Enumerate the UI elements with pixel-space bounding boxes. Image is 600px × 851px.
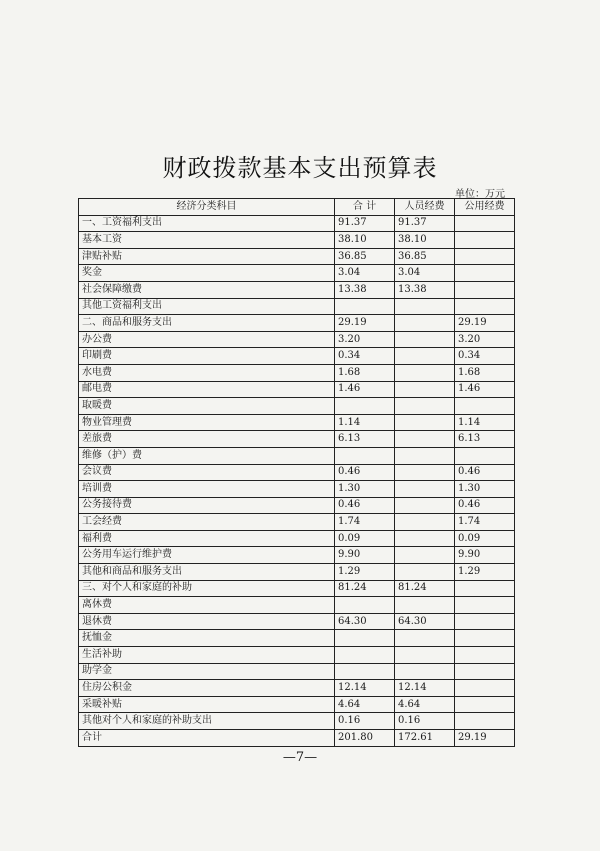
table-row [79, 514, 515, 531]
cell-total: 64.30 [335, 613, 395, 630]
unit-label: 单位：万元 [455, 189, 505, 200]
cell-category: 其他和商品和服务支出 [79, 564, 335, 581]
cell-total: 0.46 [335, 464, 395, 481]
cell-category: 社会保障缴费 [79, 281, 335, 298]
table-row [79, 713, 515, 730]
cell-public [455, 447, 515, 464]
cell-total: 1.74 [335, 514, 395, 531]
cell-public: 29.19 [455, 730, 515, 747]
table-row [79, 630, 515, 647]
cell-personnel: 81.24 [395, 580, 455, 597]
cell-personnel [395, 381, 455, 398]
cell-personnel [395, 364, 455, 381]
header-total: 合 计 [335, 199, 395, 216]
cell-category: 办公费 [79, 331, 335, 348]
cell-public: 0.34 [455, 348, 515, 365]
cell-public [455, 248, 515, 265]
table-row [79, 232, 515, 249]
cell-total [335, 630, 395, 647]
cell-personnel: 64.30 [395, 613, 455, 630]
cell-public: 29.19 [455, 315, 515, 332]
cell-category: 生活补助 [79, 647, 335, 664]
cell-public [455, 597, 515, 614]
cell-public: 1.30 [455, 481, 515, 498]
table-row [79, 315, 515, 332]
table-row [79, 580, 515, 597]
cell-personnel [395, 464, 455, 481]
cell-category: 三、对个人和家庭的补助 [79, 580, 335, 597]
table-row [79, 364, 515, 381]
table-row [79, 647, 515, 664]
cell-public [455, 663, 515, 680]
cell-personnel: 172.61 [395, 730, 455, 747]
cell-total: 1.46 [335, 381, 395, 398]
cell-total: 36.85 [335, 248, 395, 265]
cell-category: 采暖补贴 [79, 696, 335, 713]
cell-total: 0.16 [335, 713, 395, 730]
cell-category: 助学金 [79, 663, 335, 680]
cell-public [455, 398, 515, 415]
table-row [79, 663, 515, 680]
cell-category: 退休费 [79, 613, 335, 630]
cell-personnel [395, 315, 455, 332]
cell-total: 1.30 [335, 481, 395, 498]
cell-category: 物业管理费 [79, 414, 335, 431]
cell-total [335, 597, 395, 614]
header-category: 经济分类科目 [79, 199, 335, 216]
cell-personnel [395, 547, 455, 564]
cell-personnel [395, 647, 455, 664]
cell-public [455, 696, 515, 713]
cell-personnel [395, 530, 455, 547]
table-row [79, 431, 515, 448]
cell-category: 差旅费 [79, 431, 335, 448]
cell-public [455, 265, 515, 282]
cell-public: 0.46 [455, 464, 515, 481]
cell-category: 住房公积金 [79, 680, 335, 697]
cell-public [455, 232, 515, 249]
cell-total [335, 647, 395, 664]
table-row [79, 547, 515, 564]
cell-personnel [395, 481, 455, 498]
table-row [79, 381, 515, 398]
cell-total: 12.14 [335, 680, 395, 697]
cell-public [455, 281, 515, 298]
table-row [79, 497, 515, 514]
cell-personnel: 13.38 [395, 281, 455, 298]
table-row [79, 447, 515, 464]
cell-personnel: 91.37 [395, 215, 455, 232]
cell-personnel: 36.85 [395, 248, 455, 265]
cell-category: 公务接待费 [79, 497, 335, 514]
table-row [79, 398, 515, 415]
cell-category: 津贴补贴 [79, 248, 335, 265]
cell-total: 4.64 [335, 696, 395, 713]
table-row [79, 680, 515, 697]
cell-public [455, 215, 515, 232]
cell-category: 其他工资福利支出 [79, 298, 335, 315]
table-row [79, 464, 515, 481]
cell-public: 6.13 [455, 431, 515, 448]
cell-category: 其他对个人和家庭的补助支出 [79, 713, 335, 730]
cell-category: 维修（护）费 [79, 447, 335, 464]
cell-total [335, 398, 395, 415]
table-row [79, 730, 515, 747]
cell-category: 水电费 [79, 364, 335, 381]
table-row [79, 696, 515, 713]
cell-category: 奖金 [79, 265, 335, 282]
page-number: —7— [282, 750, 318, 765]
cell-total [335, 447, 395, 464]
cell-public: 9.90 [455, 547, 515, 564]
cell-total: 6.13 [335, 431, 395, 448]
table-row [79, 265, 515, 282]
table-header-row [79, 199, 515, 216]
cell-public [455, 580, 515, 597]
cell-public: 1.68 [455, 364, 515, 381]
cell-public [455, 713, 515, 730]
cell-personnel [395, 414, 455, 431]
header-personnel: 人员经费 [395, 199, 455, 216]
table-body [79, 215, 515, 746]
cell-category: 一、工资福利支出 [79, 215, 335, 232]
cell-total: 9.90 [335, 547, 395, 564]
table-row [79, 530, 515, 547]
page-title: 财政拨款基本支出预算表 [162, 154, 438, 182]
table-row [79, 613, 515, 630]
cell-personnel [395, 398, 455, 415]
cell-total: 1.68 [335, 364, 395, 381]
cell-category: 基本工资 [79, 232, 335, 249]
cell-personnel: 12.14 [395, 680, 455, 697]
cell-category: 会议费 [79, 464, 335, 481]
cell-public [455, 630, 515, 647]
cell-category: 取暖费 [79, 398, 335, 415]
budget-table [78, 198, 515, 747]
cell-category: 福利费 [79, 530, 335, 547]
cell-public: 0.09 [455, 530, 515, 547]
cell-category: 抚恤金 [79, 630, 335, 647]
cell-public: 0.46 [455, 497, 515, 514]
cell-personnel: 38.10 [395, 232, 455, 249]
cell-personnel [395, 431, 455, 448]
cell-total: 1.29 [335, 564, 395, 581]
cell-personnel: 0.16 [395, 713, 455, 730]
cell-personnel [395, 348, 455, 365]
cell-public: 1.29 [455, 564, 515, 581]
cell-personnel [395, 447, 455, 464]
cell-public: 1.74 [455, 514, 515, 531]
cell-category: 工会经费 [79, 514, 335, 531]
cell-category: 邮电费 [79, 381, 335, 398]
cell-total: 91.37 [335, 215, 395, 232]
cell-public [455, 680, 515, 697]
cell-public: 3.20 [455, 331, 515, 348]
cell-total [335, 663, 395, 680]
table-row [79, 481, 515, 498]
cell-public: 1.46 [455, 381, 515, 398]
table-row [79, 298, 515, 315]
cell-personnel [395, 630, 455, 647]
cell-category: 公务用车运行维护费 [79, 547, 335, 564]
cell-personnel: 3.04 [395, 265, 455, 282]
cell-personnel [395, 514, 455, 531]
table-row [79, 597, 515, 614]
cell-total: 0.09 [335, 530, 395, 547]
cell-public: 1.14 [455, 414, 515, 431]
table-row [79, 281, 515, 298]
cell-public [455, 298, 515, 315]
table-row [79, 564, 515, 581]
table-row [79, 331, 515, 348]
cell-category: 二、商品和服务支出 [79, 315, 335, 332]
cell-category: 印刷费 [79, 348, 335, 365]
cell-total: 38.10 [335, 232, 395, 249]
table-row [79, 348, 515, 365]
cell-total: 3.20 [335, 331, 395, 348]
cell-personnel [395, 564, 455, 581]
cell-total: 13.38 [335, 281, 395, 298]
cell-category: 合计 [79, 730, 335, 747]
cell-total: 201.80 [335, 730, 395, 747]
cell-category: 离休费 [79, 597, 335, 614]
table-row [79, 248, 515, 265]
table-row [79, 414, 515, 431]
cell-total: 81.24 [335, 580, 395, 597]
cell-total: 1.14 [335, 414, 395, 431]
cell-personnel [395, 663, 455, 680]
cell-total: 0.34 [335, 348, 395, 365]
cell-total [335, 298, 395, 315]
cell-public [455, 647, 515, 664]
cell-personnel [395, 298, 455, 315]
cell-personnel [395, 497, 455, 514]
cell-personnel: 4.64 [395, 696, 455, 713]
cell-personnel [395, 331, 455, 348]
table-row [79, 215, 515, 232]
cell-total: 29.19 [335, 315, 395, 332]
cell-personnel [395, 597, 455, 614]
header-public: 公用经费 [455, 199, 515, 216]
cell-total: 0.46 [335, 497, 395, 514]
cell-public [455, 613, 515, 630]
cell-category: 培训费 [79, 481, 335, 498]
cell-total: 3.04 [335, 265, 395, 282]
